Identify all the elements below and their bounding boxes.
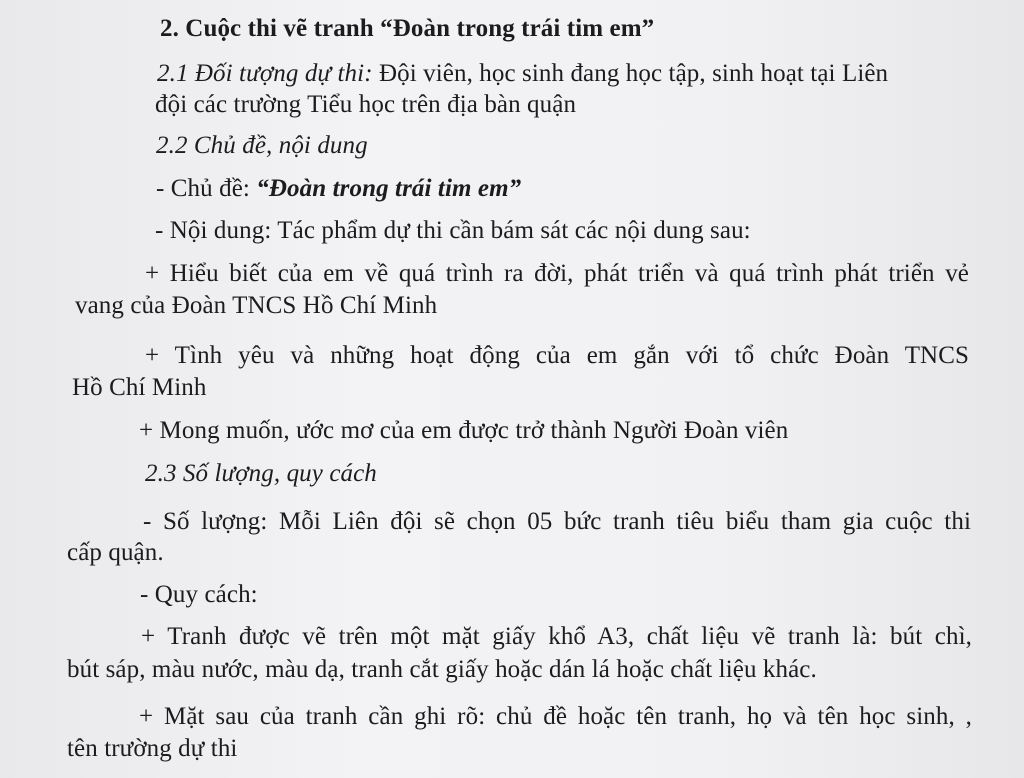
spec-1-line-2: bút sáp, màu nước, màu dạ, tranh cắt giấy hoặc dán lá hoặc chất liệu khác. [67, 656, 817, 683]
spec-1-line-1: + Tranh được vẽ trên một mặt giấy khổ A3, chất liệu vẽ tranh là: bút chì, [141, 623, 972, 650]
spec-intro: - Quy cách: [140, 581, 258, 608]
content-intro: - Nội dung: Tác phẩm dự thi cần bám sát các nội dung sau: [155, 217, 751, 244]
bullet-2-line-2: Hồ Chí Minh [72, 374, 207, 401]
theme-line [156, 174, 521, 204]
bullet-3: + Mong muốn, ước mơ của em được trở thành Người Đoàn viên [139, 417, 789, 444]
theme-prefix: - Chủ đề: [156, 175, 257, 202]
quantity-line-1: - Số lượng: Mỗi Liên đội sẽ chọn 05 bức tranh tiêu biểu tham gia cuộc thi [143, 508, 971, 535]
section-2-1-line-2: đội các trường Tiểu học trên địa bàn quận [155, 91, 577, 118]
section-2-2-label: 2.2 Chủ đề, nội dung [156, 132, 368, 159]
bullet-2-line-1: + Tình yêu và những hoạt động của em gắn với tổ chức Đoàn TNCS [145, 342, 969, 369]
spec-2-line-1: + Mặt sau của tranh cần ghi rõ: chủ đề hoặc tên tranh, họ và tên học sinh, , [139, 703, 972, 730]
section-heading: 2. Cuộc thi vẽ tranh “Đoàn trong trái tim em” [160, 15, 655, 42]
spec-2-line-2: tên trường dự thi [67, 735, 238, 762]
quantity-line-2: cấp quận. [67, 539, 164, 566]
section-2-1-label: 2.1 Đối tượng dự thi: [157, 60, 373, 87]
bullet-1-line-2: vang của Đoàn TNCS Hồ Chí Minh [75, 292, 438, 319]
section-2-1-line-1 [157, 59, 888, 89]
bullet-1-line-1: + Hiểu biết của em về quá trình ra đời, phát triển và quá trình phát triển vẻ [145, 260, 969, 287]
theme-value: “Đoàn trong trái tim em” [256, 175, 522, 202]
section-2-3-label: 2.3 Số lượng, quy cách [145, 460, 377, 487]
section-2-1-text: Đội viên, học sinh đang học tập, sinh hoạt tại Liên [372, 60, 889, 87]
